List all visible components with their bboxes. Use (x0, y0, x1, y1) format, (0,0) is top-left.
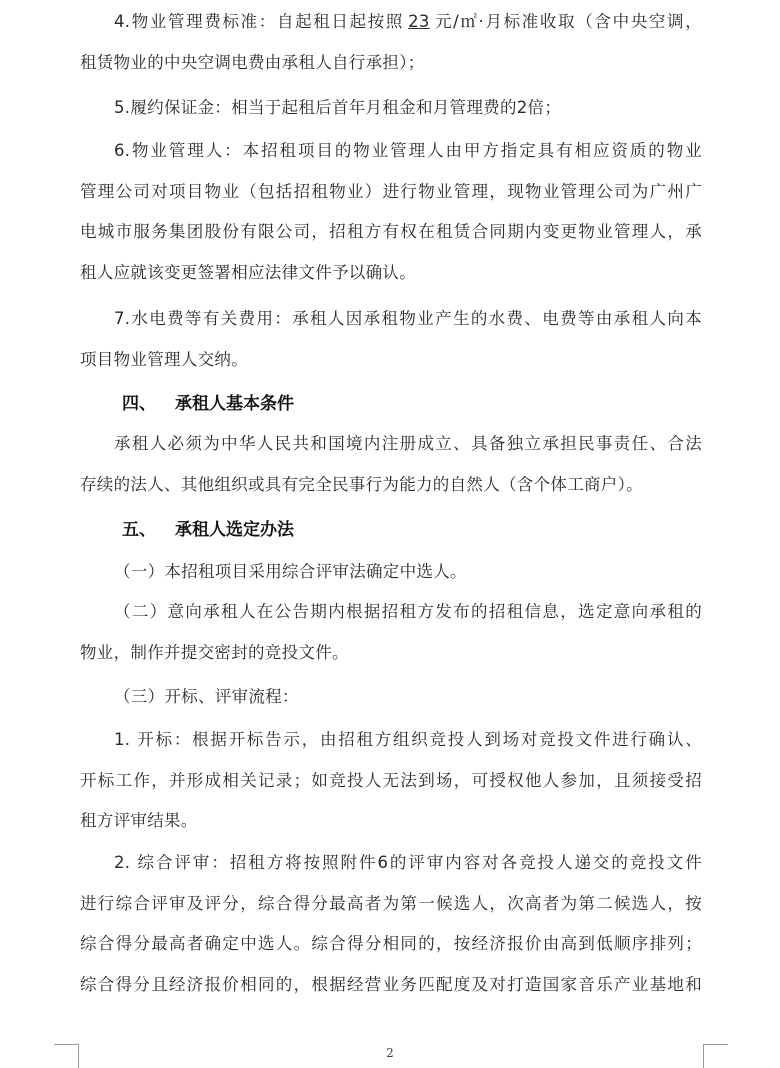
paragraph-selection-1 (80, 552, 702, 593)
fee-amount: 23 (408, 12, 430, 31)
text-line: 综合得分且经济报价相同的，根据经营业务匹配度及对打造国家音乐产业基地和 (80, 974, 702, 994)
text-line: （一）本招租项目采用综合评审法确定中选人。 (114, 562, 467, 581)
text-line: 4.物业管理费标准：自起租日起按照 23 元/㎡·月标准收取（含中央空调， (114, 12, 702, 31)
text-line: 1. 开标：根据开标告示，由招租方组织竞投人到场对竞投文件进行确认、 (114, 730, 702, 749)
page-number: 2 (386, 1046, 394, 1060)
paragraph-selection-2 (80, 592, 702, 673)
text-line: （二）意向承租人在公告期内根据招租方发布的招租信息，选定意向承租的 (114, 602, 702, 621)
paragraph-property-manager (80, 131, 702, 293)
text-line: 2. 综合评审：招租方将按照附件6的评审内容对各竞投人递交的竞投文件 (114, 853, 702, 872)
text-line: 物业，制作并提交密封的竞投文件。 (80, 642, 349, 662)
paragraph-management-fee (80, 2, 702, 83)
paragraph-lessee-conditions (80, 424, 702, 505)
crop-mark-right (703, 1044, 728, 1068)
paragraph-bid-opening (80, 720, 702, 842)
text-line: 开标工作，并形成相关记录；如竞投人无法到场，可授权他人参加，且须接受招 (80, 770, 702, 790)
text-line: 6.物业管理人：本招租项目的物业管理人由甲方指定具有相应资质的物业 (114, 141, 702, 160)
section-heading-5: 五、 承租人选定办法 (122, 520, 294, 540)
text-line: 5.履约保证金：相当于起租后首年月租金和月管理费的2倍； (114, 98, 562, 117)
text-line: 承租人必须为中华人民共和国境内注册成立、具备独立承担民事责任、合法 (114, 434, 702, 453)
text-line: 进行综合评审及评分，综合得分最高者为第一候选人，次高者为第二候选人，按 (80, 893, 702, 913)
text-line: 租人应就该变更签署相应法律文件予以确认。 (80, 262, 416, 282)
text-line: 租方评审结果。 (80, 811, 198, 830)
text-line: 管理公司对项目物业（包括招租物业）进行物业管理，现物业管理公司为广州广 (80, 181, 702, 201)
text-line: 电城市服务集团股份有限公司，招租方有权在租赁合同期内变更物业管理人，承 (80, 222, 702, 241)
text-line: 租赁物业的中央空调电费由承租人自行承担）； (80, 52, 425, 72)
text-line: 项目物业管理人交纳。 (80, 349, 248, 369)
paragraph-selection-3 (80, 677, 702, 718)
paragraph-evaluation (80, 843, 702, 1005)
paragraph-utilities (80, 299, 702, 380)
paragraph-deposit (80, 88, 702, 129)
section-heading-4: 四、 承租人基本条件 (122, 394, 294, 414)
text-line: （三）开标、评审流程： (114, 687, 299, 706)
text-line: 综合得分最高者确定中选人。综合得分相同的，按经济报价由高到低顺序排列； (80, 934, 702, 953)
text-line: 7.水电费等有关费用：承租人因承租物业产生的水费、电费等由承租人向本 (114, 309, 702, 328)
text-line: 存续的法人、其他组织或具有完全民事行为能力的自然人（含个体工商户）。 (80, 474, 643, 494)
crop-mark-left (54, 1044, 79, 1068)
